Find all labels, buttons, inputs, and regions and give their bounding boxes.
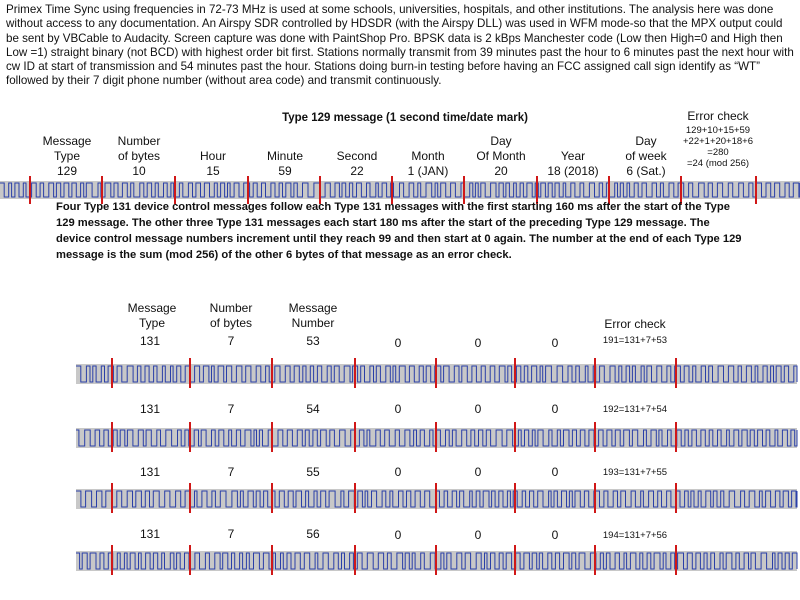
t131-row4-waveform (0, 545, 800, 575)
type129-title: Type 129 message (1 second time/date mark) (282, 112, 528, 124)
t131-row2-byte6: 0 (551, 402, 559, 416)
field-error-check-calc: 129+10+15+59 +22+1+20+18+6 =280 =24 (mod 256) (682, 125, 754, 169)
intro-paragraph: Primex Time Sync using frequencies in 72-73 MHz is used at some schools, universities, hospitals, and other institutions. The analysis here was done without access to any documentation. An Airspy SDR controlled by HDSDR (with the Airspy DLL) was used in WFM mode-so that the MPX output could be sent by VBCable to Audacity. Screen capture was done with PaintShop Pro. BPSK data is 2 kBps Manchester code (Low then High=0 and High then Low =1) straight binary (not BCD) with highest order bit first. Stations normally transmit from 39 minutes past the hour to 6 minutes past the next hour with cw ID at start of transmission and 54 minutes past the hour. Stations doing burn-in testing before having an FCC assigned call sign identify as “WT” followed by their 7 digit phone number (without area code) and transmit continuously. (6, 3, 794, 88)
t131-header-error-check: Error check (604, 317, 666, 331)
t131-row1-check: 191=131+7+53 (602, 335, 668, 346)
t131-row4-byte5: 0 (474, 528, 482, 542)
t131-row2-waveform (0, 422, 800, 452)
field-second: Second 22 (336, 149, 378, 178)
t131-row2-check: 192=131+7+54 (602, 404, 668, 415)
t131-row4-number: 56 (306, 527, 320, 541)
t131-row3-byte4: 0 (394, 465, 402, 479)
t131-header-message-number: Message Number (288, 301, 338, 330)
field-year: Year 18 (2018) (547, 149, 599, 178)
t131-row3-number: 55 (306, 465, 320, 479)
t131-row3-bytes: 7 (227, 465, 235, 479)
type131-description: Four Type 131 device control messages follow each Type 131 messages with the first starting 160 ms after the start of the Type 129 message. The other three Type 131 messages each start 180 ms after the start of the preceding Type 129 message. The device control message numbers increment until they reach 99 and then start at 0 again. The number at the end of each Type 129 message is the sum (mod 256) of the other 6 bytes of that message as an error check. (56, 201, 742, 261)
t131-row2-byte4: 0 (394, 402, 402, 416)
t131-row2-type: 131 (139, 402, 161, 416)
t131-row3-waveform (0, 483, 800, 513)
t131-row1-bytes: 7 (227, 334, 235, 348)
t131-row3-byte5: 0 (474, 465, 482, 479)
field-month: Month 1 (JAN) (407, 149, 449, 178)
field-day-of-week: Day of week 6 (Sat.) (625, 134, 667, 178)
t131-row3-check: 193=131+7+55 (602, 467, 668, 478)
field-day-of-month: Day Of Month 20 (476, 134, 526, 178)
t131-row1-waveform (0, 358, 800, 388)
field-error-check-label: Error check (687, 109, 749, 123)
t131-row2-bytes: 7 (227, 402, 235, 416)
t131-row1-type: 131 (139, 334, 161, 348)
t131-row1-byte5: 0 (474, 336, 482, 350)
t131-row1-byte4: 0 (394, 336, 402, 350)
t131-row2-byte5: 0 (474, 402, 482, 416)
t131-row1-number: 53 (306, 334, 320, 348)
t131-header-number-of-bytes: Number of bytes (209, 301, 253, 330)
field-message-type: Message Type 129 (42, 134, 92, 178)
t131-row2-number: 54 (306, 402, 320, 416)
t131-row3-byte6: 0 (551, 465, 559, 479)
t131-row4-check: 194=131+7+56 (602, 530, 668, 541)
t131-row4-byte4: 0 (394, 528, 402, 542)
t131-row3-type: 131 (139, 465, 161, 479)
t131-row4-byte6: 0 (551, 528, 559, 542)
t131-row4-type: 131 (139, 527, 161, 541)
field-number-of-bytes: Number of bytes 10 (117, 134, 161, 178)
t131-row1-byte6: 0 (551, 336, 559, 350)
t131-header-message-type: Message Type (127, 301, 177, 330)
t131-row4-bytes: 7 (227, 527, 235, 541)
field-hour: Hour 15 (199, 149, 227, 178)
field-minute: Minute 59 (266, 149, 304, 178)
